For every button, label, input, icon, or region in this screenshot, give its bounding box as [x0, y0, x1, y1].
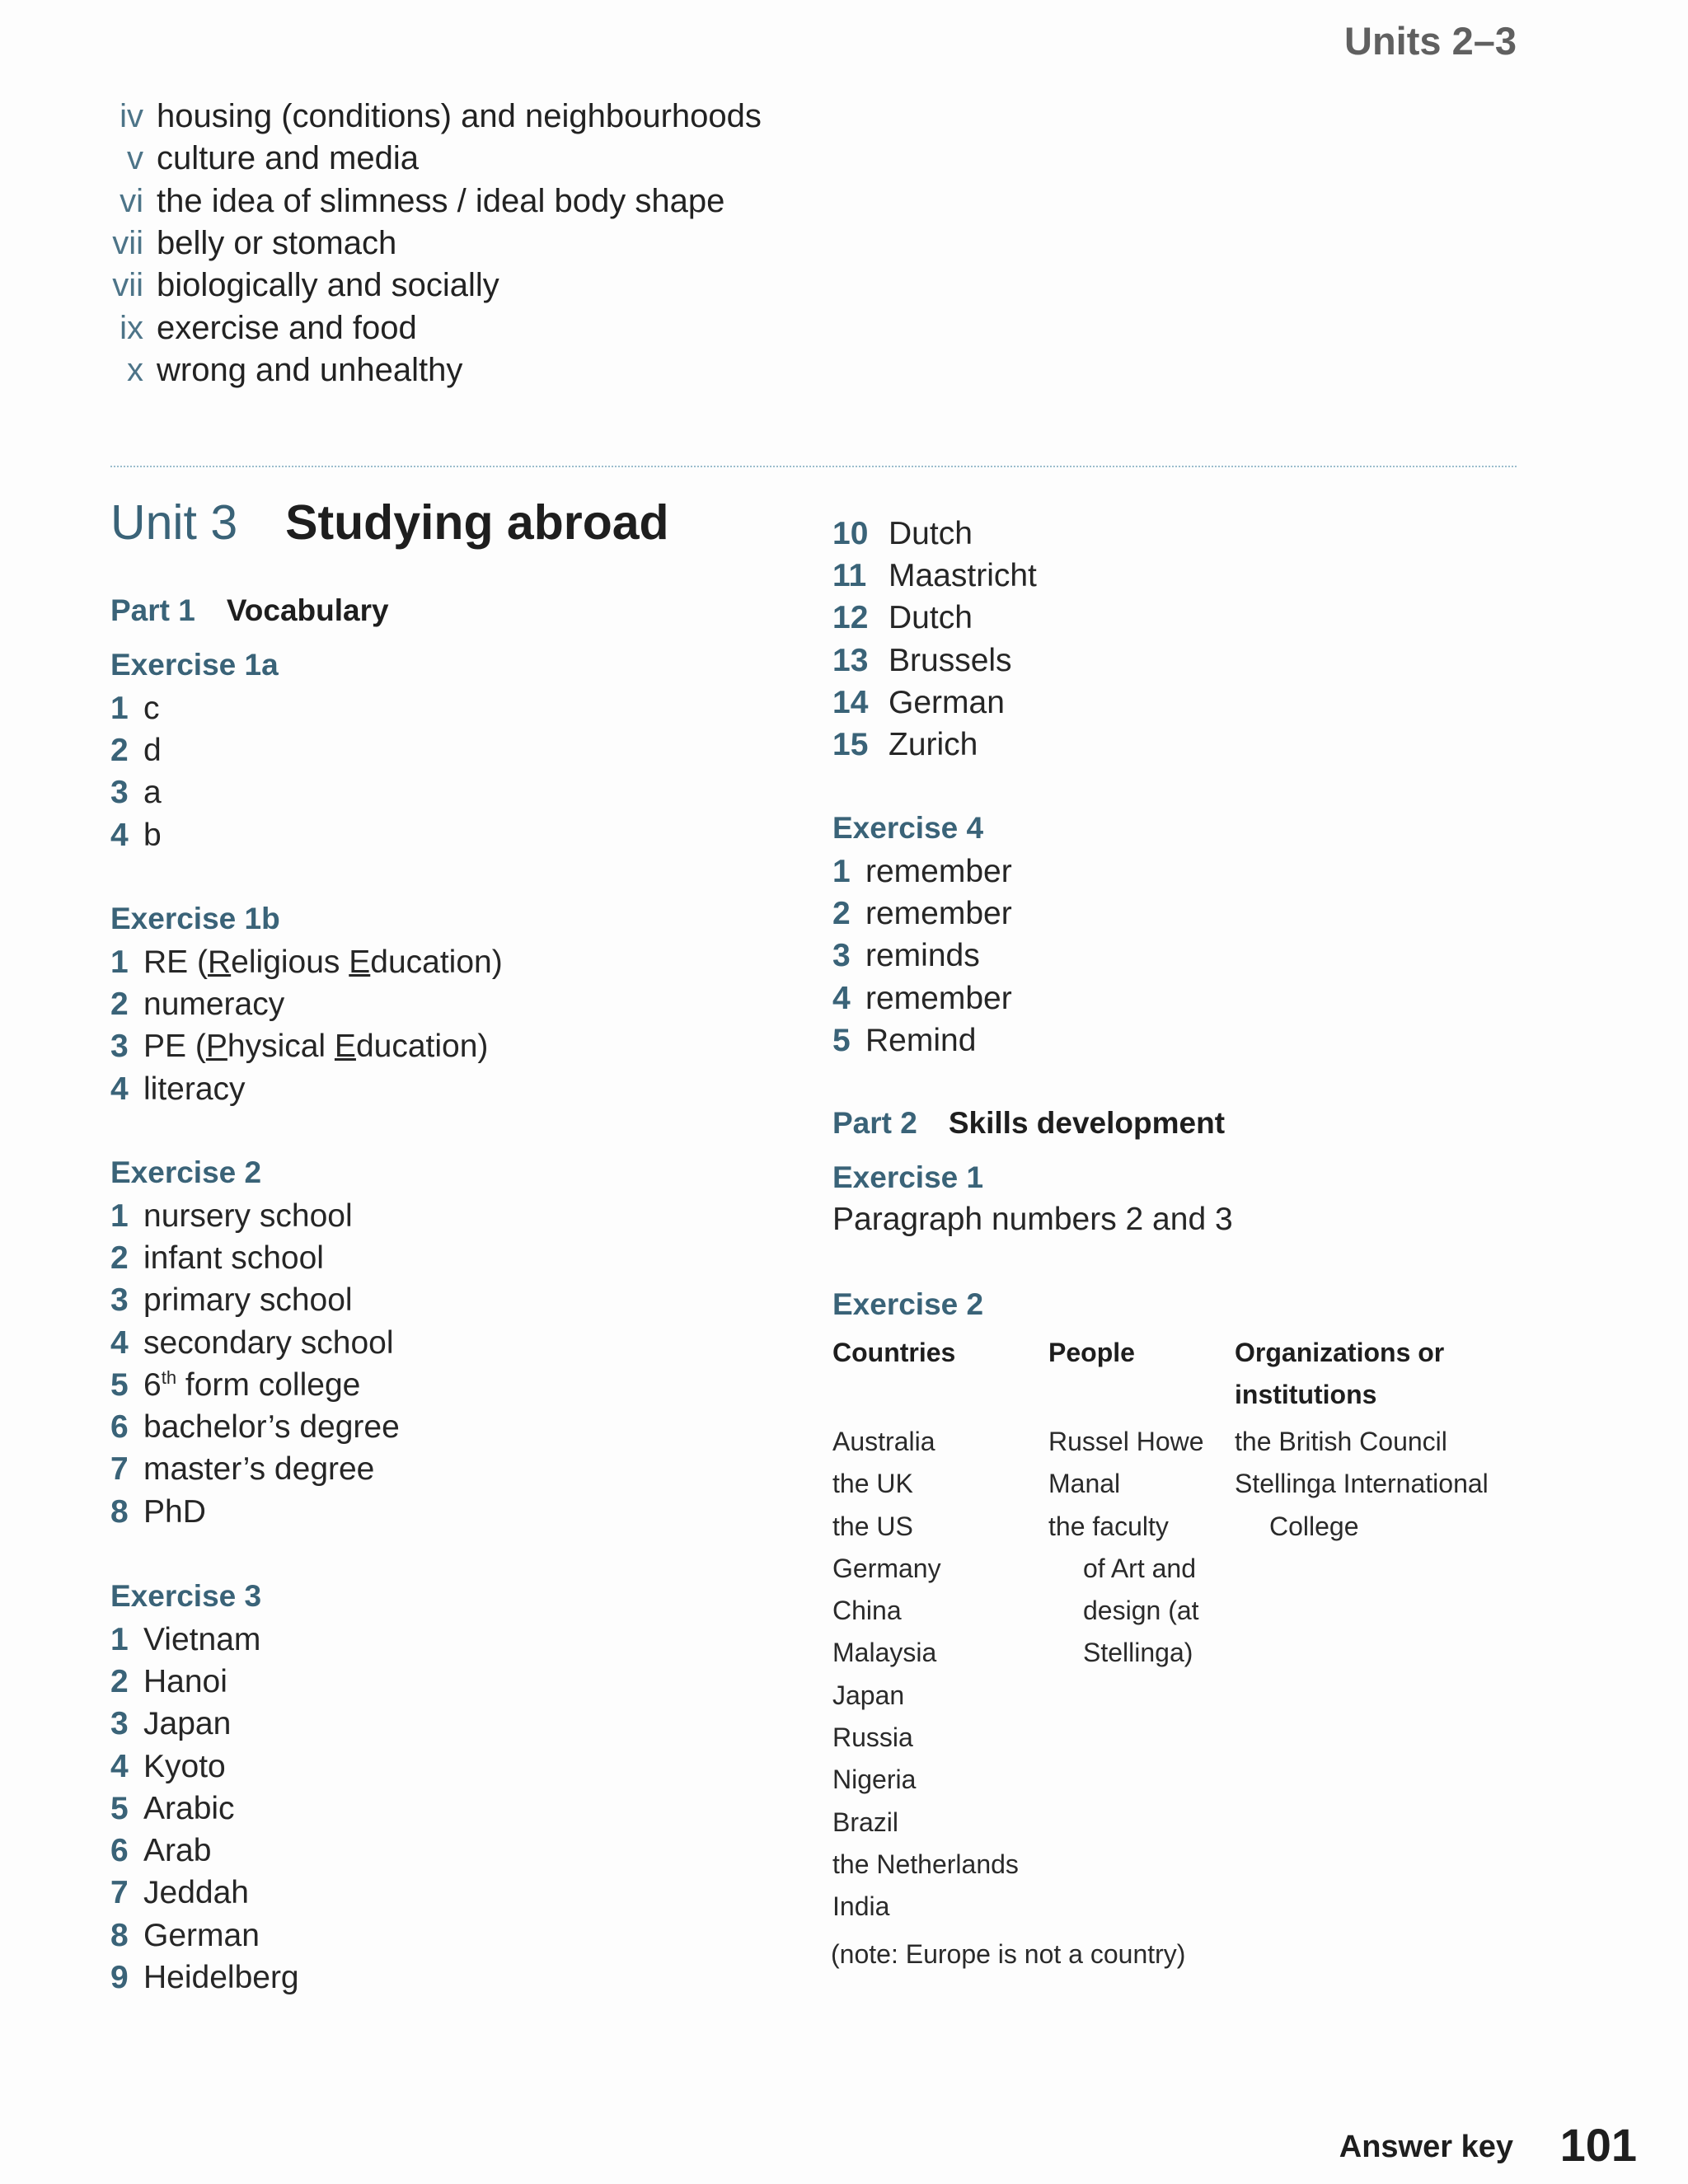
item-number: 4 — [110, 817, 129, 853]
item-text: German — [889, 684, 1005, 720]
list-item — [832, 555, 1037, 597]
organizations-column — [1235, 1421, 1489, 1548]
item-text: Arabic — [143, 1790, 235, 1826]
exercise-title: Exercise 2 — [110, 1155, 262, 1189]
list-item — [110, 687, 162, 729]
table-cell: Nigeria — [832, 1765, 917, 1795]
table-cell: the British Council — [1235, 1427, 1447, 1456]
list-item — [832, 598, 1037, 640]
column-header-people: People — [1048, 1338, 1135, 1367]
list-item — [110, 983, 503, 1025]
column-header-organizations: Organizations or institutions — [1235, 1338, 1445, 1409]
exercise-title: Exercise 3 — [110, 1579, 262, 1613]
part-title: Vocabulary — [226, 593, 389, 627]
item-number: 7 — [110, 1875, 129, 1911]
list-item — [110, 1491, 400, 1533]
item-text: wrong and unhealthy — [157, 351, 463, 388]
item-text: culture and media — [157, 140, 419, 177]
exercise-answers-continued — [832, 513, 1037, 766]
list-item — [110, 307, 762, 349]
item-number: 1 — [110, 690, 129, 726]
list-item — [832, 851, 1012, 893]
item-text: PhD — [143, 1493, 206, 1530]
item-text: Brussels — [889, 642, 1012, 678]
item-number: 1 — [110, 1197, 129, 1234]
item-text: Maastricht — [889, 557, 1037, 593]
list-item — [832, 893, 1012, 935]
exercise-title: Exercise 1b — [110, 902, 280, 935]
item-text: d — [143, 732, 162, 768]
item-text: RE (Religious Education) — [143, 944, 503, 980]
item-number: 14 — [832, 684, 869, 720]
item-number: v — [127, 140, 143, 177]
item-number: 4 — [110, 1748, 129, 1784]
item-number: 5 — [832, 1022, 851, 1058]
list-item — [110, 1788, 299, 1830]
item-number: 15 — [832, 727, 869, 763]
item-text: remember — [865, 895, 1012, 931]
list-item — [110, 1364, 400, 1406]
list-item — [110, 1195, 400, 1237]
part-number: Part 2 — [832, 1106, 917, 1140]
list-item — [832, 682, 1037, 724]
item-number: x — [127, 351, 143, 388]
table-cell: Australia — [832, 1427, 935, 1456]
table-cell: China — [832, 1596, 902, 1626]
item-text: Zurich — [889, 727, 978, 763]
list-item — [110, 1830, 299, 1872]
table-cell: Manal — [1048, 1469, 1121, 1499]
table-cell: Stellinga) — [1083, 1638, 1193, 1668]
table-cell: the US — [832, 1511, 913, 1541]
table-cell: the UK — [832, 1469, 913, 1499]
item-number: 1 — [110, 944, 129, 980]
item-text: 6th form college — [143, 1366, 361, 1403]
item-text: Remind — [865, 1022, 977, 1058]
table-cell: of Art and — [1083, 1553, 1196, 1583]
exercise-answers — [110, 1619, 299, 1999]
item-number: 6 — [110, 1409, 129, 1446]
unit-title: Studying abroad — [285, 495, 669, 550]
unit-number: Unit 3 — [110, 495, 238, 550]
table-cell: India — [832, 1891, 890, 1922]
item-number: ix — [120, 309, 143, 346]
table-cell: design (at — [1083, 1596, 1199, 1626]
item-text: Hanoi — [143, 1663, 227, 1699]
part-title: Skills development — [948, 1106, 1226, 1140]
part-heading — [110, 593, 389, 628]
item-text: Jeddah — [143, 1875, 249, 1911]
part-heading — [832, 1106, 1225, 1141]
item-number: 8 — [110, 1917, 129, 1953]
list-item — [110, 138, 762, 180]
item-text: numeracy — [143, 986, 285, 1022]
item-text: Dutch — [889, 600, 973, 636]
list-item — [110, 1957, 299, 1999]
list-item — [110, 180, 762, 223]
table-cell: Germany — [832, 1553, 941, 1583]
column-header-countries: Countries — [832, 1338, 956, 1367]
section-divider — [110, 466, 1517, 467]
item-number: 7 — [110, 1451, 129, 1488]
list-item — [110, 1872, 299, 1915]
list-item — [110, 729, 162, 771]
item-text: b — [143, 817, 162, 853]
exercise-title: Exercise 4 — [832, 811, 984, 845]
item-number: 4 — [110, 1071, 129, 1107]
exercise-answers — [110, 1195, 400, 1533]
item-number: 1 — [832, 853, 851, 889]
item-number: 13 — [832, 642, 869, 678]
item-number: 6 — [110, 1833, 129, 1869]
item-text: reminds — [865, 938, 980, 974]
item-text: Japan — [143, 1706, 232, 1742]
list-item — [832, 1019, 1012, 1062]
item-text: nursery school — [143, 1197, 353, 1234]
list-item — [832, 724, 1037, 766]
item-text: secondary school — [143, 1324, 394, 1361]
item-number: 2 — [110, 1240, 129, 1276]
list-item — [110, 1068, 503, 1110]
item-number: 3 — [110, 1282, 129, 1319]
item-text: PE (Physical Education) — [143, 1029, 489, 1065]
table-cell: Russia — [832, 1722, 913, 1753]
item-text: Arab — [143, 1833, 212, 1869]
list-item — [110, 814, 162, 856]
list-item — [110, 1322, 400, 1364]
exercise-title: Exercise 1 — [832, 1160, 984, 1194]
list-item — [110, 941, 503, 983]
item-text: remember — [865, 980, 1012, 1016]
item-number: 10 — [832, 515, 869, 551]
list-item — [110, 1280, 400, 1322]
list-item — [110, 223, 762, 265]
table-cell: Japan — [832, 1680, 905, 1710]
table-cell: Stellinga International — [1235, 1469, 1489, 1499]
table-cell: Brazil — [832, 1807, 899, 1837]
exercise-title: Exercise 2 — [832, 1287, 984, 1321]
item-number: 12 — [832, 600, 869, 636]
exercise-answer-text: Paragraph numbers 2 and 3 — [832, 1202, 1233, 1237]
item-number: 3 — [832, 938, 851, 974]
item-text: the idea of slimness / ideal body shape — [157, 182, 725, 219]
page-header-title: Units 2–3 — [1344, 19, 1517, 63]
table-cell: Russel Howe — [1048, 1427, 1204, 1456]
list-item — [110, 1406, 400, 1448]
note-text: (note: Europe is not a country) — [831, 1939, 1186, 1969]
page-number: 101 — [1559, 2119, 1637, 2171]
item-number: 9 — [110, 1960, 129, 1996]
item-number: 3 — [110, 1029, 129, 1065]
item-number: 5 — [110, 1790, 129, 1826]
list-item — [110, 1746, 299, 1788]
item-text: belly or stomach — [157, 225, 397, 262]
exercise-answers — [832, 851, 1012, 1062]
list-item — [832, 935, 1012, 977]
item-text: literacy — [143, 1071, 246, 1107]
list-item — [110, 1915, 299, 1957]
item-text: a — [143, 775, 162, 811]
item-number: 2 — [832, 895, 851, 931]
list-item — [110, 1449, 400, 1491]
item-text: Heidelberg — [143, 1960, 299, 1996]
list-item — [110, 349, 762, 391]
list-item — [832, 640, 1037, 682]
item-number: 3 — [110, 1706, 129, 1742]
item-text: Kyoto — [143, 1748, 226, 1784]
item-text: exercise and food — [157, 309, 417, 346]
table-cell: the Netherlands — [832, 1849, 1019, 1879]
item-text: German — [143, 1917, 260, 1953]
item-text: remember — [865, 853, 1012, 889]
list-item — [110, 1619, 299, 1661]
footer-label: Answer key — [1339, 2130, 1513, 2164]
roman-list — [110, 96, 762, 391]
item-number: vii — [112, 225, 143, 262]
item-number: vi — [120, 182, 143, 219]
list-item — [110, 1661, 299, 1703]
item-text: biologically and socially — [157, 267, 499, 304]
exercise-title: Exercise 1a — [110, 648, 279, 682]
item-number: 2 — [110, 732, 129, 768]
item-text: Vietnam — [143, 1621, 261, 1657]
item-number: 2 — [110, 986, 129, 1022]
item-number: iv — [120, 98, 143, 135]
people-column — [1048, 1421, 1204, 1675]
item-number: 4 — [832, 980, 851, 1016]
item-text: master’s degree — [143, 1451, 375, 1488]
unit-heading — [110, 494, 669, 551]
list-item — [110, 96, 762, 138]
table-cell: Malaysia — [832, 1638, 937, 1668]
item-text: Dutch — [889, 515, 973, 551]
list-item — [110, 772, 162, 814]
exercise-answers — [110, 941, 503, 1110]
item-text: bachelor’s degree — [143, 1409, 400, 1446]
item-number: 5 — [110, 1366, 129, 1403]
list-item — [110, 1704, 299, 1746]
item-number: 8 — [110, 1493, 129, 1530]
item-number: vii — [112, 267, 143, 304]
list-item — [832, 513, 1037, 555]
item-number: 1 — [110, 1621, 129, 1657]
countries-column — [832, 1421, 1019, 1929]
item-number: 3 — [110, 775, 129, 811]
item-number: 2 — [110, 1663, 129, 1699]
table-cell: College — [1269, 1511, 1359, 1541]
item-number: 4 — [110, 1324, 129, 1361]
item-number: 11 — [832, 557, 867, 593]
item-text: c — [143, 690, 160, 726]
part-number: Part 1 — [110, 593, 195, 627]
list-item — [110, 1237, 400, 1279]
list-item — [832, 977, 1012, 1019]
item-text: primary school — [143, 1282, 353, 1319]
list-item — [110, 265, 762, 307]
list-item — [110, 1026, 503, 1068]
item-text: housing (conditions) and neighbourhoods — [157, 98, 762, 135]
item-text: infant school — [143, 1240, 324, 1276]
table-cell: the faculty — [1048, 1511, 1169, 1541]
exercise-answers — [110, 687, 162, 856]
